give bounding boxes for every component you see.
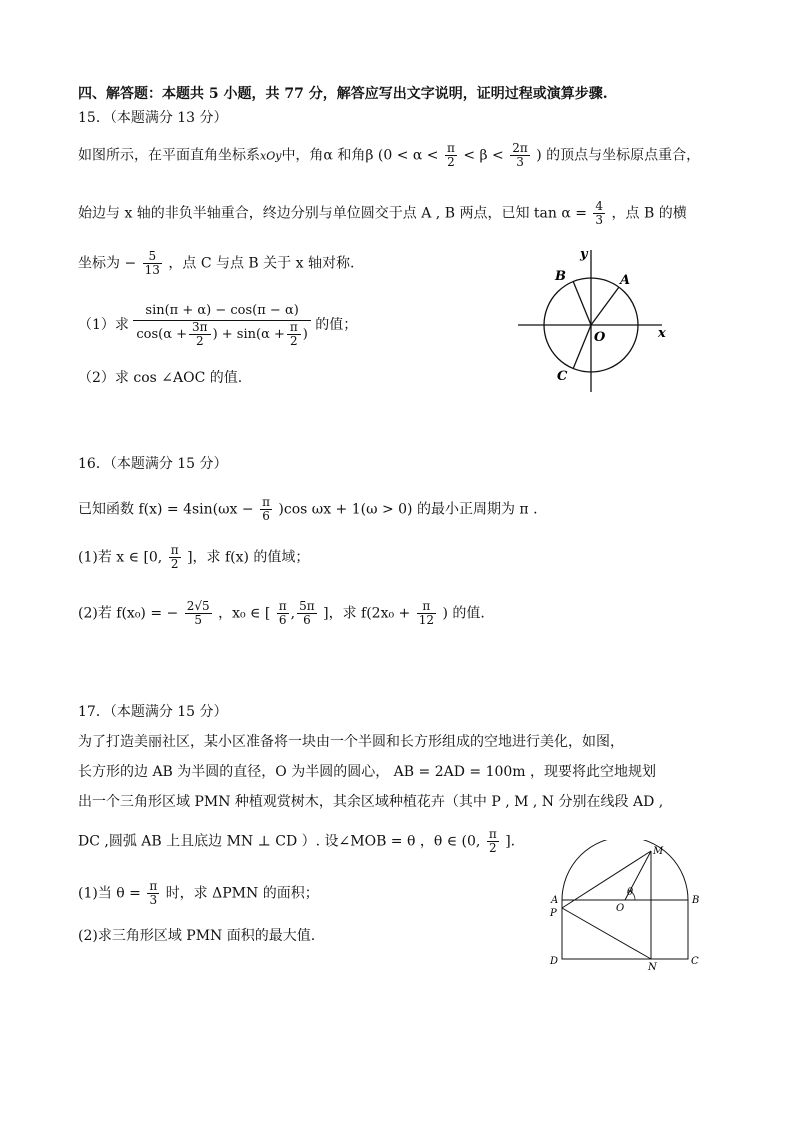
q16-line1: 已知函数 f(x) = 4sin(ωx − $\frac{\pi}{6}$ )cos ωx + 1(ω > 0) 的最小正周期为 π . — [78, 495, 538, 523]
label-a: A — [551, 895, 559, 906]
q15-unit-circle-figure — [510, 240, 690, 400]
semicircle-arc — [562, 840, 688, 900]
label-m: M — [653, 846, 664, 857]
q17-semicircle-figure — [545, 840, 705, 975]
segment-pn — [562, 908, 651, 959]
label-n: N — [648, 962, 657, 973]
terminal-side-a — [591, 287, 619, 325]
q17-line2: 长方形的边 AB 为半圆的直径，O 为半圆的圆心， AB = 2AD = 100m ，现要将此空地规划 — [78, 764, 657, 780]
label-x: x — [658, 326, 666, 341]
ray-c — [573, 325, 591, 369]
label-p: P — [550, 908, 557, 919]
label-y: y — [580, 247, 588, 262]
q15-part1: （1）求 sin(π + α) − cos(π − α) cos(α + $\frac{3\pi}{2}$ ) + sin(α + $\frac{\pi}{2}$ ) 的值； — [78, 303, 358, 348]
terminal-side-b — [573, 281, 591, 325]
label-c: C — [557, 369, 568, 384]
q15-line3: 坐标为 − $\frac{5}{13}$ ，点 C 与点 B 关于 x 轴对称. — [78, 249, 355, 277]
q16-part2: (2)若 f(x₀) = − $\frac{2√5}{5}$ ，x₀ ∈ [ $\frac{\pi}{6}$ , $\frac{5\pi}{6}$ ]，求 f(2x₀ + $\frac{\pi}{12}$ ) 的值. — [78, 599, 485, 627]
q17-part2: (2)求三角形区域 PMN 面积的最大值. — [78, 928, 316, 944]
q17-number: 17．（本题满分 15 分） — [78, 704, 228, 720]
label-o: O — [616, 903, 625, 914]
q17-line4: DC ,圆弧 AB 上且底边 MN ⊥ CD ）. 设∠MOB = θ ，θ ∈ (0, $\frac{\pi}{2}$ ]. — [78, 827, 516, 855]
label-o: O — [594, 330, 606, 345]
label-b: B — [692, 895, 700, 906]
q15-line2: 始边与 x 轴的非负半轴重合，终边分别与单位圆交于点 A , B 两点，已知 tan α = $\frac{4}{3}$ ，点 B 的横 — [78, 199, 687, 227]
label-theta: θ — [627, 887, 634, 898]
q15-number: 15．（本题满分 13 分） — [78, 110, 228, 126]
section-heading: 四、解答题：本题共 5 小题，共 77 分，解答应写出文字说明，证明过程或演算步骤. — [78, 86, 608, 102]
q17-line1: 为了打造美丽社区，某小区准备将一块由一个半圆和长方形组成的空地进行美化，如图， — [78, 734, 624, 750]
label-b: B — [555, 269, 566, 284]
q16-number: 16．（本题满分 15 分） — [78, 456, 228, 472]
q15-part2: （2）求 cos ∠AOC 的值. — [78, 370, 243, 386]
label-d: D — [550, 956, 559, 967]
label-a: A — [620, 273, 631, 288]
q15-line1: 如图所示，在平面直角坐标系xOy中，角α 和角β (0 < α < $\frac{\pi}{2}$ < β < $\frac{2\pi}{3}$ ) 的顶点与坐标原点重合， — [78, 141, 701, 169]
q17-part1: (1)当 θ = $\frac{\pi}{3}$ 时，求 ΔPMN 的面积； — [78, 879, 319, 907]
q16-part1: (1)若 x ∈ [0, $\frac{\pi}{2}$ ]，求 f(x) 的值域； — [78, 543, 310, 571]
segment-pm — [562, 851, 651, 908]
label-c: C — [691, 956, 699, 967]
rectangle-abcd — [562, 900, 688, 959]
q17-line3: 出一个三角形区域 PMN 种植观赏树木，其余区域种植花卉（其中 P , M , N 分别在线段 AD , — [78, 794, 664, 810]
